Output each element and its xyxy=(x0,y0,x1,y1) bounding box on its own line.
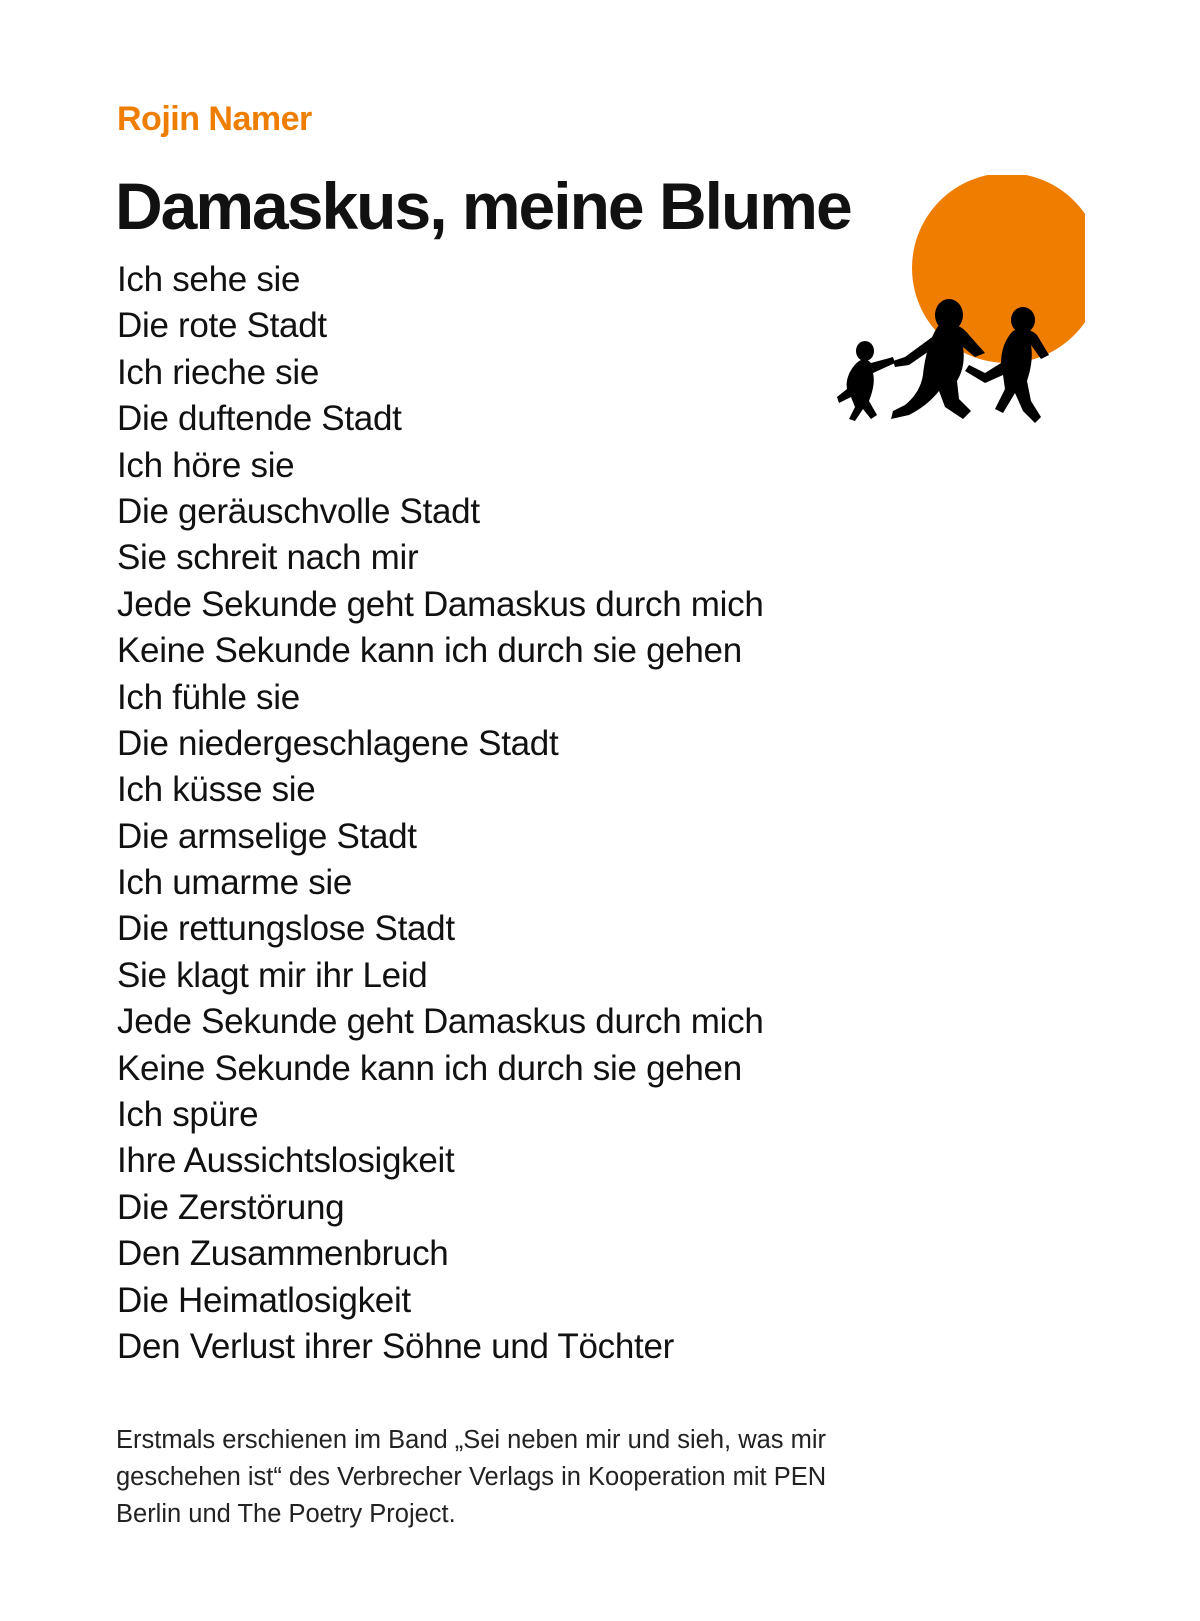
poem-line: Jede Sekunde geht Damaskus durch mich xyxy=(117,1002,764,1042)
poem-line: Den Verlust ihrer Söhne und Töchter xyxy=(117,1326,674,1366)
poem-line: Ich höre sie xyxy=(117,445,295,485)
poem-line: Keine Sekunde kann ich durch sie gehen xyxy=(117,631,742,671)
poem-line: Sie schreit nach mir xyxy=(117,538,419,578)
poem-line: Die Heimatlosigkeit xyxy=(117,1280,411,1320)
fleeing-family-sun-icon xyxy=(835,175,1085,445)
poem-line: Die niedergeschlagene Stadt xyxy=(117,723,559,763)
poem-title: Damaskus, meine Blume xyxy=(115,169,851,243)
poem-line: Ich umarme sie xyxy=(117,863,353,903)
poem-line: Die Zerstörung xyxy=(117,1187,345,1227)
poem-line: Ich rieche sie xyxy=(117,352,320,392)
poem-line: Die armselige Stadt xyxy=(117,816,417,856)
poem-line: Ich sehe sie xyxy=(117,260,301,299)
small-child-silhouette xyxy=(837,341,895,421)
poem-body xyxy=(117,257,763,1370)
poem-line: Ich spüre xyxy=(117,1095,259,1135)
publication-note: Erstmals erschienen im Band „Sei neben mir und sieh, was mir geschehen ist“ des Verbrecher Verlags in Kooperation mit PEN Berlin und The Poetry Project. xyxy=(116,1426,827,1528)
author-name: Rojin Namer xyxy=(117,100,312,138)
poem-line: Den Zusammenbruch xyxy=(117,1234,449,1274)
poem-line: Die duftende Stadt xyxy=(117,399,402,439)
poem-line: Ich fühle sie xyxy=(117,677,300,717)
poem-line: Keine Sekunde kann ich durch sie gehen xyxy=(117,1048,742,1088)
poem-line: Die rote Stadt xyxy=(117,306,327,346)
poem-line: Die geräuschvolle Stadt xyxy=(117,491,480,531)
poem-line: Jede Sekunde geht Damaskus durch mich xyxy=(117,584,764,624)
poem-line: Sie klagt mir ihr Leid xyxy=(117,955,428,995)
poem-line: Ich küsse sie xyxy=(117,770,316,810)
poem-line: Die rettungslose Stadt xyxy=(117,909,455,949)
poem-line: Ihre Aussichtslosigkeit xyxy=(117,1141,455,1181)
